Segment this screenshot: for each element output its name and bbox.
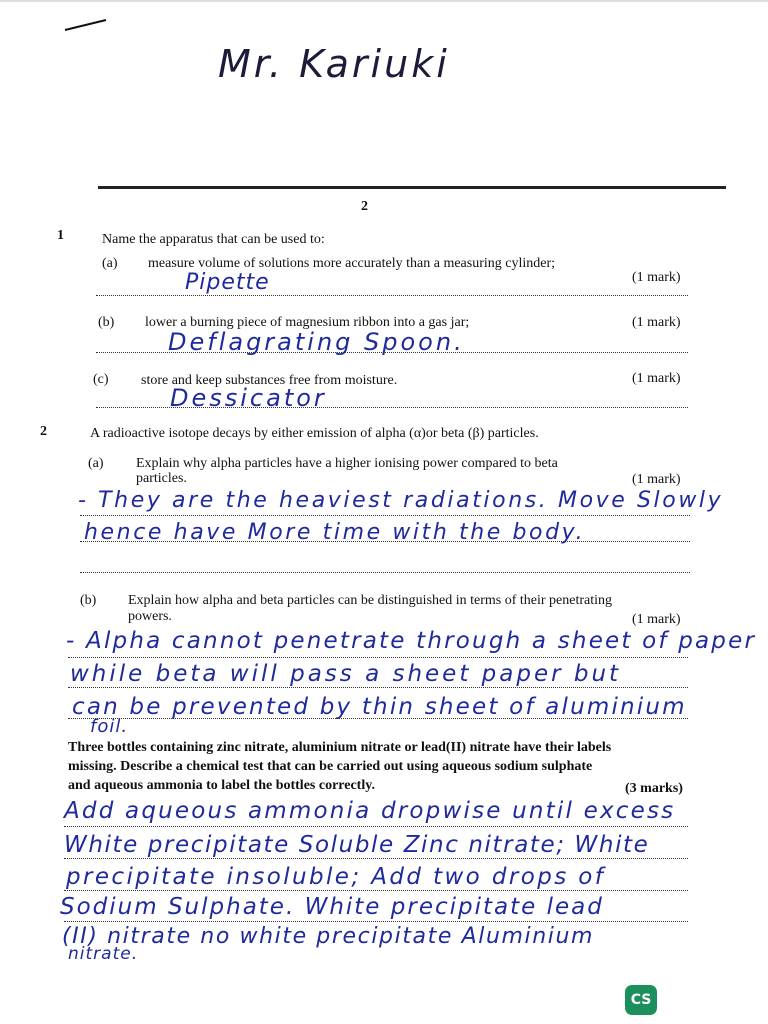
answer-3-line-6: nitrate. <box>68 944 139 964</box>
question-1c-text: store and keep substances free from moisture. <box>141 373 398 388</box>
answer-3-line-2: White precipitate Soluble Zinc nitrate; White <box>64 832 650 858</box>
answer-2a-line-1: - They are the heaviest radiations. Move Slowly <box>78 488 724 513</box>
answer-3-line-5: (II) nitrate no white precipitate Aluminium <box>62 924 595 949</box>
answer-2b-line-4: foil. <box>90 716 129 737</box>
question-2a-label: (a) <box>88 456 104 471</box>
camscanner-badge: CS <box>625 985 657 1015</box>
page-top-edge <box>0 0 768 2</box>
question-2b-text-line-2: powers. <box>128 609 172 624</box>
answer-2b-line-2: while beta will pass a sheet paper but <box>70 661 622 687</box>
answer-3-line-3: precipitate insoluble; Add two drops of <box>66 864 606 890</box>
question-1a-text: measure volume of solutions more accurately than a measuring cylinder; <box>148 256 556 271</box>
page-number: 2 <box>361 199 368 214</box>
answer-3-line-1: Add aqueous ammonia dropwise until excess <box>64 798 676 824</box>
question-3-text-line-3: and aqueous ammonia to label the bottles correctly. <box>68 778 375 793</box>
answer-line-1a <box>96 295 688 296</box>
answer-1a: Pipette <box>185 270 270 295</box>
question-1a-label: (a) <box>102 256 118 271</box>
question-1b-label: (b) <box>98 315 115 330</box>
question-2a-text-line-1: Explain why alpha particles have a higher ionising power compared to beta <box>136 456 558 471</box>
answer-line-2a-3 <box>80 572 690 573</box>
answer-line-3-2 <box>64 858 688 859</box>
header-rule <box>98 186 726 189</box>
answer-line-3-1 <box>64 826 688 827</box>
question-2-prompt: A radioactive isotope decays by either emission of alpha (α)or beta (β) particles. <box>90 426 539 441</box>
answer-1b: Deflagrating Spoon. <box>168 328 465 356</box>
question-2b-text-line-1: Explain how alpha and beta particles can be distinguished in terms of their penetrating <box>128 593 613 608</box>
question-1-prompt: Name the apparatus that can be used to: <box>102 232 325 247</box>
answer-line-1c <box>96 407 688 408</box>
question-1c-marks: (1 mark) <box>632 371 681 386</box>
answer-line-2b-3 <box>68 718 688 719</box>
answer-1c: Dessicator <box>170 384 327 412</box>
question-2a-text-line-2: particles. <box>136 471 187 486</box>
question-3-text-line-1: Three bottles containing zinc nitrate, aluminium nitrate or lead(II) nitrate have their labels <box>68 740 612 755</box>
question-1-number: 1 <box>57 228 64 243</box>
answer-line-2a-1 <box>80 515 690 516</box>
question-2a-marks: (1 mark) <box>632 472 681 487</box>
answer-line-3-4 <box>64 921 688 922</box>
pen-stroke-mark <box>62 16 112 36</box>
answer-line-2b-1 <box>68 657 688 658</box>
question-3-marks: (3 marks) <box>625 781 683 796</box>
answer-line-2a-2 <box>80 541 690 542</box>
teacher-name: Mr. Kariuki <box>218 42 450 86</box>
question-1c-label: (c) <box>93 372 109 387</box>
answer-line-1b <box>96 352 688 353</box>
answer-2a-line-2: hence have More time with the body. <box>84 520 586 545</box>
question-3-text-line-2: missing. Describe a chemical test that can be carried out using aqueous sodium sulphate <box>68 759 593 774</box>
answer-line-3-3 <box>64 890 688 891</box>
question-2b-marks: (1 mark) <box>632 612 681 627</box>
answer-2b-line-1: - Alpha cannot penetrate through a sheet of paper <box>66 628 757 654</box>
answer-2b-line-3: can be prevented by thin sheet of aluminium <box>72 694 687 720</box>
answer-line-2b-2 <box>68 687 688 688</box>
question-1b-marks: (1 mark) <box>632 315 681 330</box>
question-1a-marks: (1 mark) <box>632 270 681 285</box>
question-2-number: 2 <box>40 424 47 439</box>
question-2b-label: (b) <box>80 593 97 608</box>
question-1b-text: lower a burning piece of magnesium ribbon into a gas jar; <box>145 315 470 330</box>
answer-3-line-4: Sodium Sulphate. White precipitate lead <box>60 894 604 920</box>
